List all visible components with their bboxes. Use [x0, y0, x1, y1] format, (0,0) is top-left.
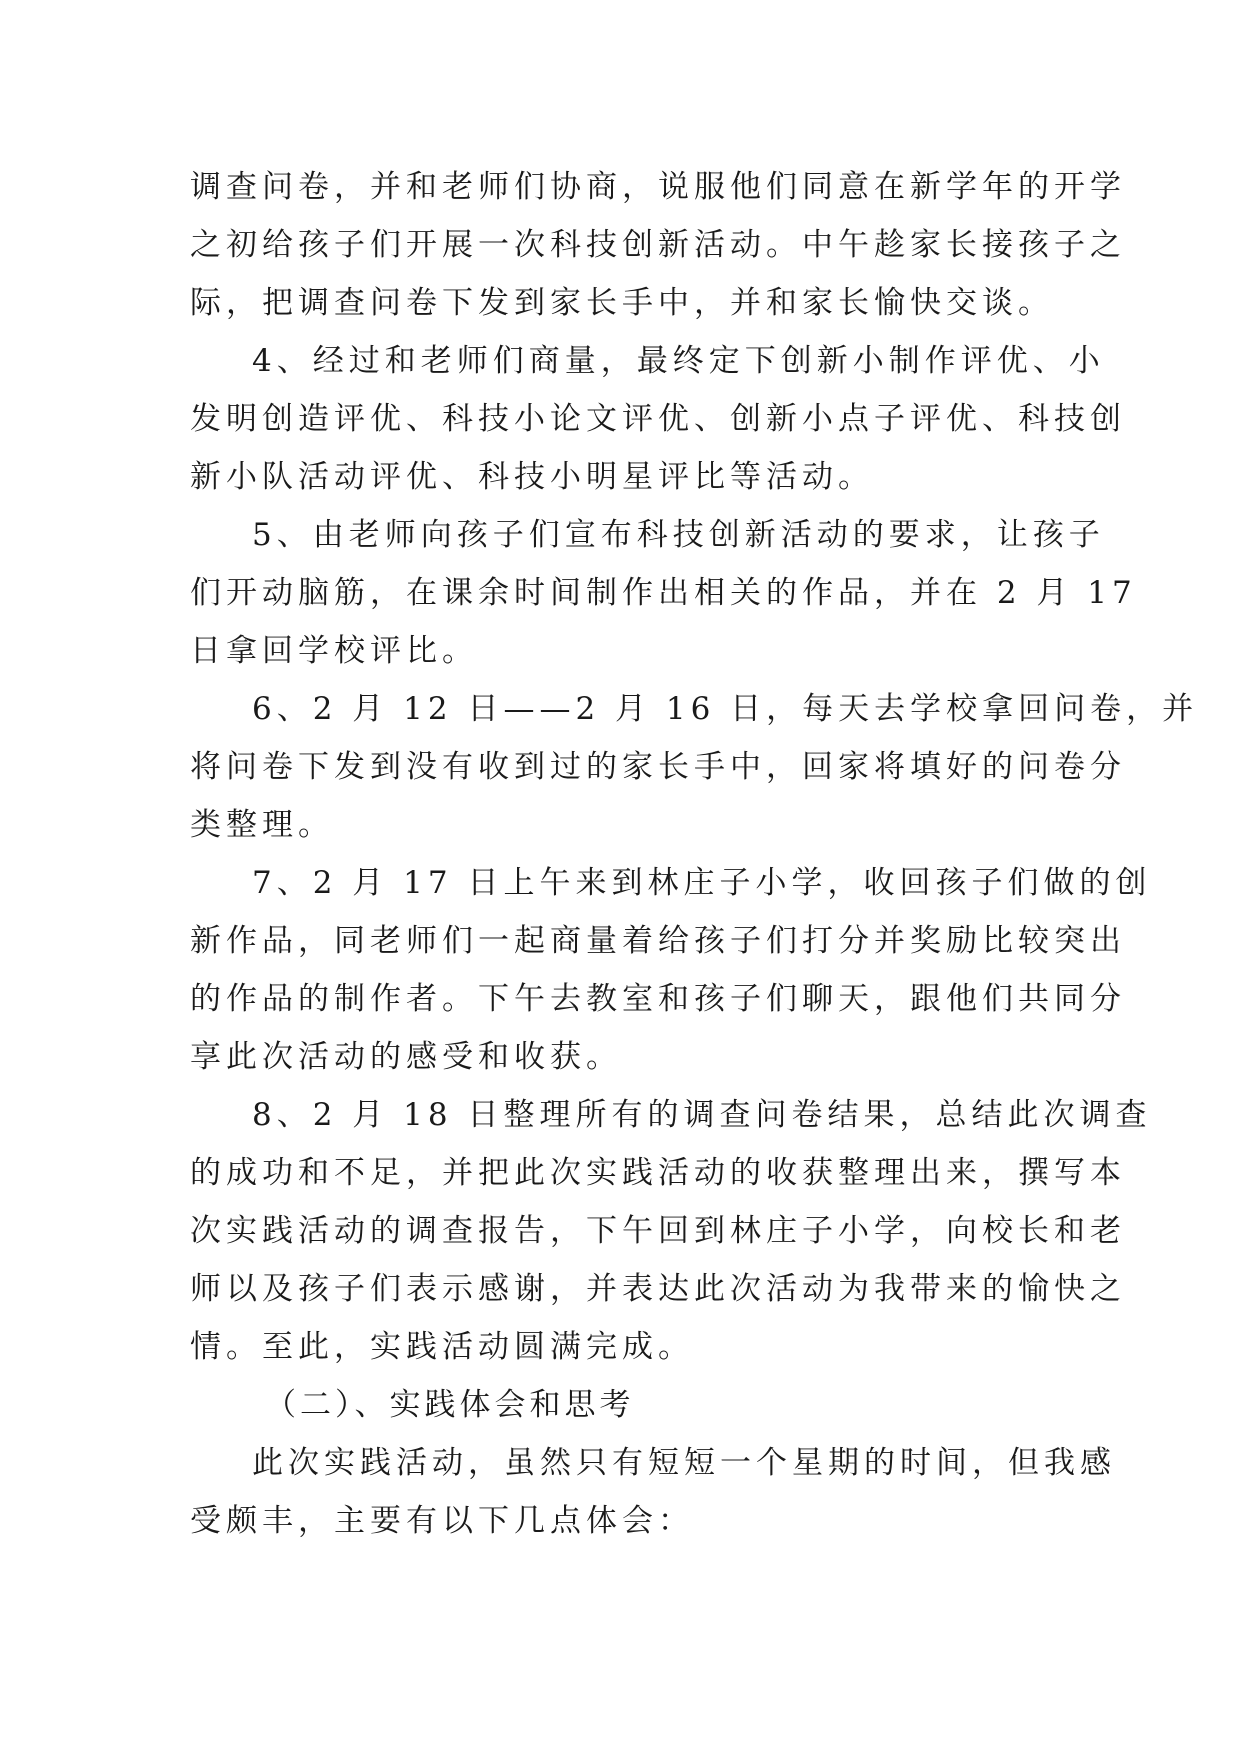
text-line: 的作品的制作者。下午去教室和孩子们聊天，跟他们共同分	[190, 981, 1126, 1017]
paragraph-first-line: 4、经过和老师们商量，最终定下创新小制作评优、小	[252, 343, 1105, 379]
section-heading: （二）、实践体会和思考	[265, 1387, 635, 1423]
text-line: 师以及孩子们表示感谢，并表达此次活动为我带来的愉快之	[190, 1271, 1126, 1307]
text-line: 际，把调查问卷下发到家长手中，并和家长愉快交谈。	[190, 285, 1054, 321]
text-line: 们开动脑筋，在课余时间制作出相关的作品，并在 2 月 17	[190, 575, 1137, 611]
text-line: 情。至此，实践活动圆满完成。	[190, 1329, 694, 1365]
text-line: 调查问卷，并和老师们协商，说服他们同意在新学年的开学	[190, 169, 1126, 205]
text-line: 新作品，同老师们一起商量着给孩子们打分并奖励比较突出	[190, 923, 1126, 959]
text-line: 日拿回学校评比。	[190, 633, 478, 669]
text-line: 受颇丰，主要有以下几点体会：	[190, 1503, 694, 1539]
text-line: 次实践活动的调查报告，下午回到林庄子小学，向校长和老	[190, 1213, 1126, 1249]
text-line: 将问卷下发到没有收到过的家长手中，回家将填好的问卷分	[190, 749, 1126, 785]
paragraph-first-line: 5、由老师向孩子们宣布科技创新活动的要求，让孩子	[252, 517, 1105, 553]
text-line: 新小队活动评优、科技小明星评比等活动。	[190, 459, 874, 495]
text-line: 之初给孩子们开展一次科技创新活动。中午趁家长接孩子之	[190, 227, 1126, 263]
paragraph-first-line: 7、2 月 17 日上午来到林庄子小学，收回孩子们做的创	[252, 865, 1152, 901]
paragraph-first-line: 此次实践活动，虽然只有短短一个星期的时间，但我感	[252, 1445, 1116, 1481]
paragraph-first-line: 6、2 月 12 日——2 月 16 日，每天去学校拿回问卷，并	[252, 691, 1199, 727]
text-line: 类整理。	[190, 807, 334, 843]
text-line: 享此次活动的感受和收获。	[190, 1039, 622, 1075]
text-line: 的成功和不足，并把此次实践活动的收获整理出来，撰写本	[190, 1155, 1126, 1191]
text-line: 发明创造评优、科技小论文评优、创新小点子评优、科技创	[190, 401, 1126, 437]
paragraph-first-line: 8、2 月 18 日整理所有的调查问卷结果，总结此次调查	[252, 1097, 1152, 1133]
